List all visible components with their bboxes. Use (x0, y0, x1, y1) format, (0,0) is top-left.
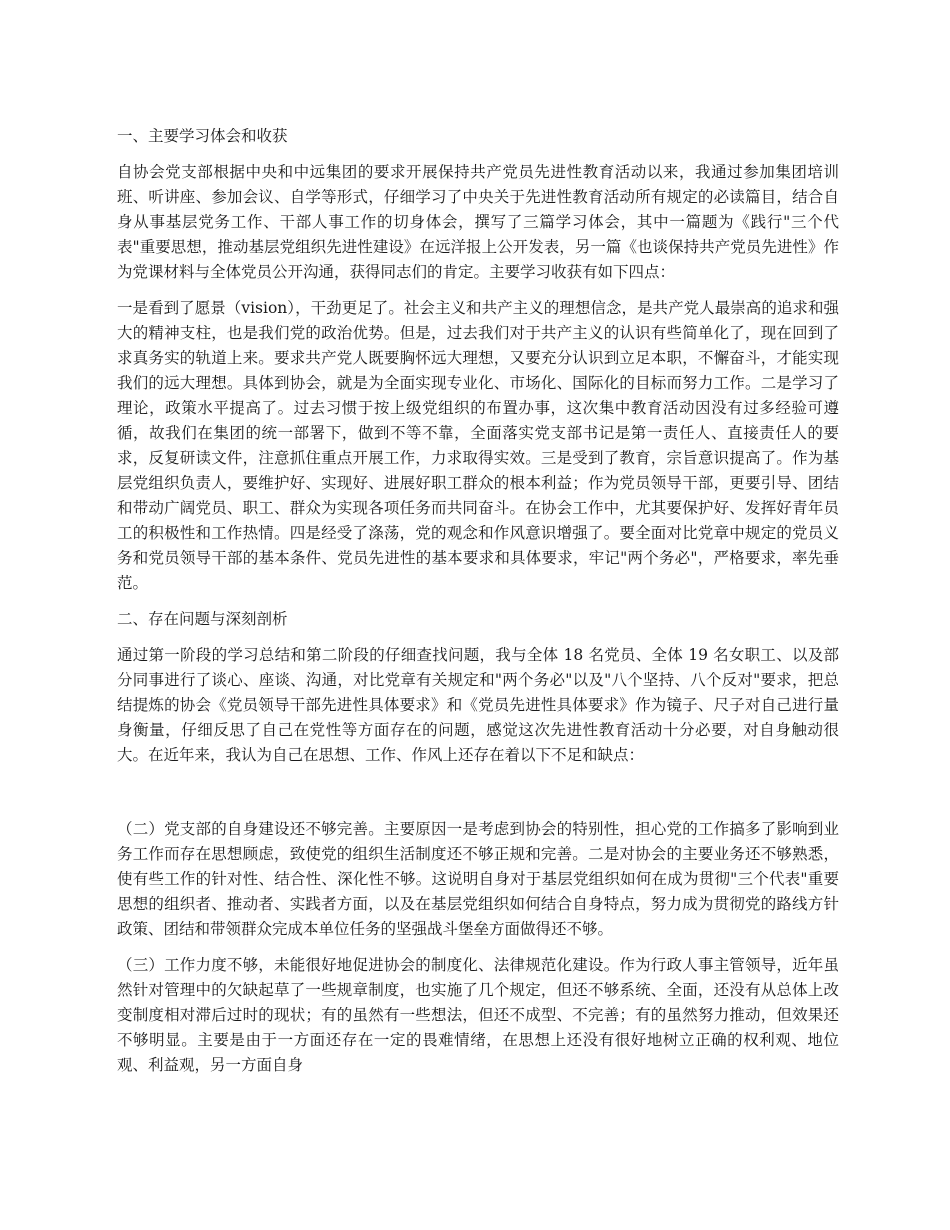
section-heading-2: 二、存在问题与深刻剖析 (117, 610, 288, 628)
paragraph-study-intro: 自协会党支部根据中央和中远集团的要求开展保持共产党员先进性教育活动以来，我通过参加集团培训班、听讲座、参加会议、自学等形式，仔细学习了中央关于先进性教育活动所有规定的必读篇目，结合自身从事基层党务工作、干部人事工作的切身体会，撰写了三篇学习体会，其中一篇题为《践行"三个代表"重要思想，推动基层党组织先进性建设》在远洋报上公开发表，另一篇《也谈保持共产党员先进性》作为党课材料与全体党员公开沟通，获得同志们的肯定。主要学习收获有如下四点： (117, 163, 839, 281)
paragraph-problem-three: （三）工作力度不够，未能很好地促进协会的制度化、法律规范化建设。作为行政人事主管领导，近年虽然针对管理中的欠缺起草了一些规章制度，也实施了几个规定，但还不够系统、全面，还没有从总体上改变制度相对滞后过时的现状；有的虽然有一些想法，但还不成型、不完善；有的虽然努力推动，但效果还不够明显。主要是由于一方面还存在一定的畏难情绪，在思想上还没有很好地树立正确的权利观、地位观、利益观，另一方面自身 (117, 956, 839, 1074)
paragraph-study-gains: 一是看到了愿景（vision），干劲更足了。社会主义和共产主义的理想信念，是共产党人最崇高的追求和强大的精神支柱，也是我们党的政治优势。但是，过去我们对于共产主义的认识有些简单化了，现在回到了求真务实的轨道上来。要求共产党人既要胸怀远大理想，又要充分认识到立足本职，不懈奋斗，才能实现我们的远大理想。具体到协会，就是为全面实现专业化、市场化、国际化的目标而努力工作。二是学习了理论，政策水平提高了。过去习惯于按上级党组织的布置办事，这次集中教育活动因没有过多经验可遵循，故我们在集团的统一部署下，做到不等不靠，全面落实党支部书记是第一责任人、直接责任人的要求，反复研读文件，注意抓住重点开展工作，力求取得实效。三是受到了教育，宗旨意识提高了。作为基层党组织负责人，要维护好、实现好、进展好职工群众的根本利益；作为党员领导干部，更要引导、团结和带动广阔党员、职工、群众为实现各项任务而共同奋斗。在协会工作中，尤其要保护好、发挥好青年员工的积极性和工作热情。四是经受了涤荡，党的观念和作风意识增强了。要全面对比党章中规定的党员义务和党员领导干部的基本条件、党员先进性的基本要求和具体要求，牢记"两个务必"，严格要求，率先垂范。 (117, 299, 839, 592)
paragraph-problems-intro: 通过第一阶段的学习总结和第二阶段的仔细查找问题，我与全体 18 名党员、全体 19 名女职工、以及部分同事进行了谈心、座谈、沟通，对比党章有关规定和"两个务必"以及"八个坚持、八个反对"要求，把总结提炼的协会《党员领导干部先进性具体要求》和《党员先进性具体要求》作为镜子、尺子对自己进行量身衡量，仔细反思了自己在党性等方面存在的问题，感觉这次先进性教育活动十分必要，对自身触动很大。在近年来，我认为自己在思想、工作、作风上还存在着以下不足和缺点： (117, 646, 839, 764)
blank-gap (117, 779, 839, 817)
section-heading-1: 一、主要学习体会和收获 (117, 127, 288, 145)
document-page (117, 124, 839, 1089)
paragraph-problem-two: （二）党支部的自身建设还不够完善。主要原因一是考虑到协会的特别性，担心党的工作搞多了影响到业务工作而存在思想顾虑，致使党的组织生活制度还不够正规和完善。二是对协会的主要业务还不够熟悉，使有些工作的针对性、结合性、深化性不够。这说明自身对于基层党组织如何在成为贯彻"三个代表"重要思想的组织者、推动者、实践者方面，以及在基层党组织如何结合自身特点，努力成为贯彻党的路线方针政策、团结和带领群众完成本单位任务的坚强战斗堡垒方面做得还不够。 (117, 820, 839, 938)
